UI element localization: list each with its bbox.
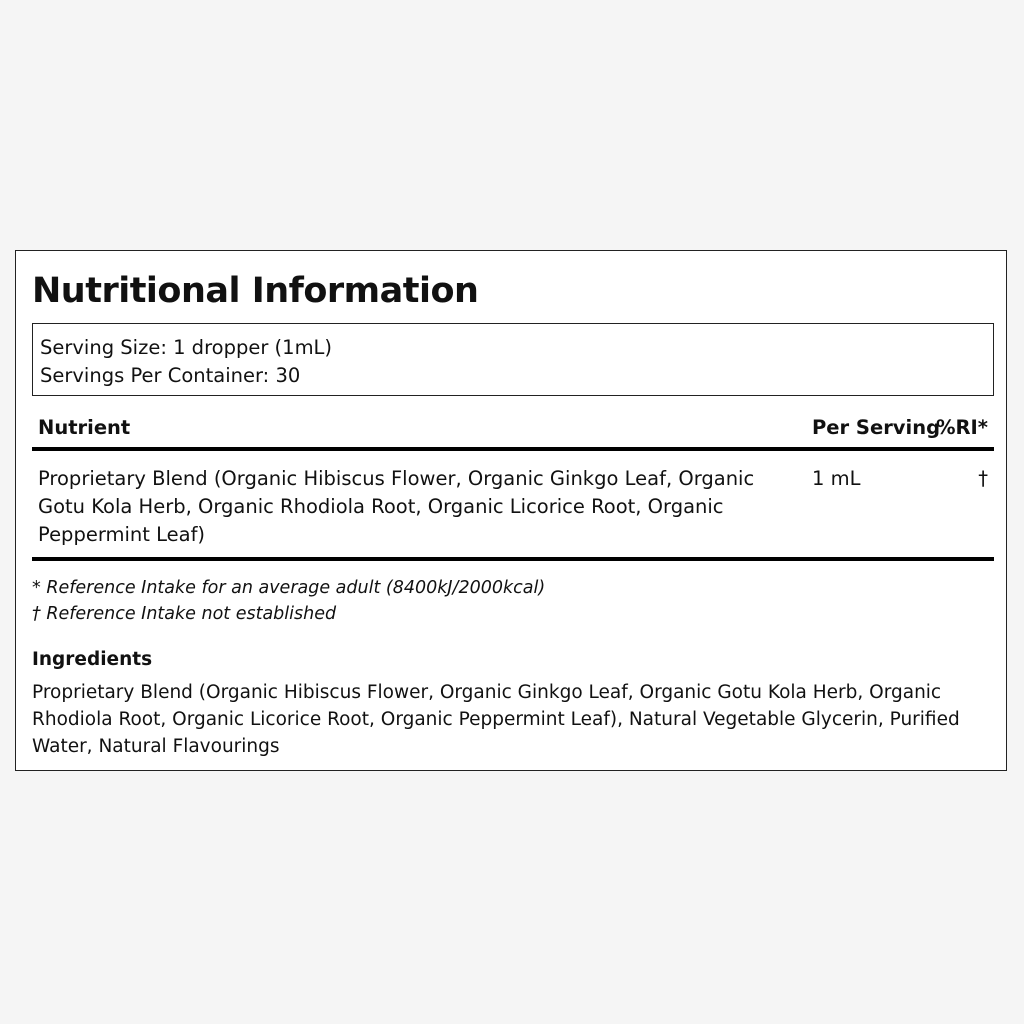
table-row — [32, 451, 994, 561]
footnote-not-established: † Reference Intake not established — [32, 604, 337, 624]
serving-info-box — [32, 323, 994, 396]
nutrition-panel — [15, 250, 1007, 771]
serving-size: Serving Size: 1 dropper (1mL) — [40, 336, 333, 359]
servings-per-container: Servings Per Container: 30 — [40, 364, 301, 387]
panel-title: Nutritional Information — [32, 271, 479, 311]
nutrient-table — [32, 411, 994, 561]
footnotes — [32, 575, 545, 627]
header-ri: %RI* — [935, 416, 988, 439]
row-ri: † — [978, 467, 988, 490]
table-header-row — [32, 411, 994, 451]
row-nutrient: Proprietary Blend (Organic Hibiscus Flower, Organic Ginkgo Leaf, Organic Gotu Kola Herb, Organic Rhodiola Root, Organic Licorice Root, Organic Peppermint Leaf) — [38, 467, 755, 546]
row-per-serving: 1 mL — [812, 467, 861, 490]
footnote-ri: * Reference Intake for an average adult (8400kJ/2000kcal) — [32, 578, 546, 598]
header-per-serving: Per Serving — [812, 416, 941, 439]
ingredients-title: Ingredients — [32, 649, 153, 670]
ingredients-text: Proprietary Blend (Organic Hibiscus Flower, Organic Ginkgo Leaf, Organic Gotu Kola Herb, Organic Rhodiola Root, Organic Licorice Root, Organic Peppermint Leaf), Natural Vegetable Glycerin, Purified Water, Natural Flavourings — [32, 682, 960, 757]
header-nutrient: Nutrient — [38, 416, 131, 439]
